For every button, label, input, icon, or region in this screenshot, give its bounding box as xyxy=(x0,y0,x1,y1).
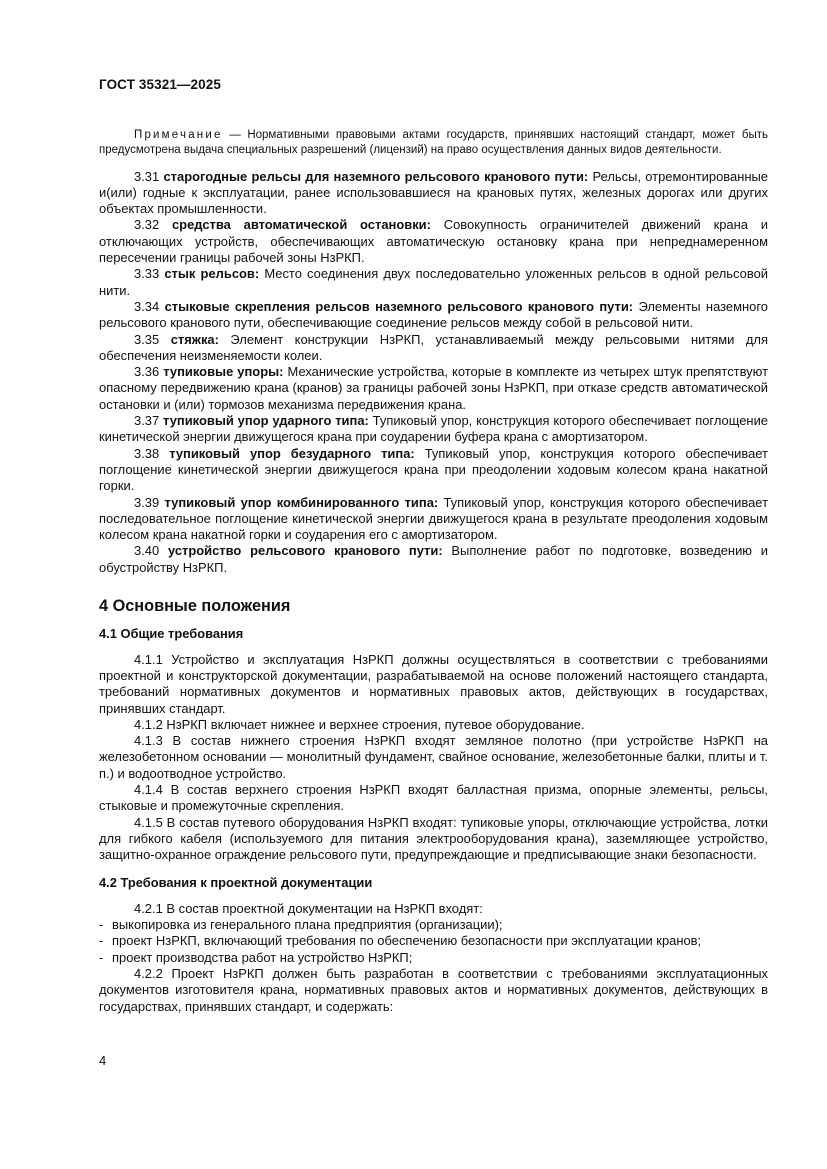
note xyxy=(99,128,768,158)
term-name: старогодные рельсы для наземного рельсового кранового пути: xyxy=(163,168,589,184)
dash-marker: - xyxy=(99,917,104,933)
term-3-34 xyxy=(99,299,768,332)
term-number: 3.33 xyxy=(134,266,160,282)
term-number: 3.37 xyxy=(134,413,160,429)
page-content xyxy=(99,128,768,1015)
term-name: стык рельсов: xyxy=(164,266,260,282)
term-number: 3.35 xyxy=(134,331,160,347)
term-definition: Тупиковый упор, конструкция которого обеспечивает поглощение кинетической энергии движущегося крана при соударении буфера крана с амортизатором. xyxy=(99,413,768,445)
list-item xyxy=(99,933,768,949)
term-number: 3.32 xyxy=(134,217,160,233)
list-item-text: проект НзРКП, включающий требования по обеспечению безопасности при эксплуатации кранов; xyxy=(112,933,702,949)
paragraph-4-1-2: 4.1.2 НзРКП включает нижнее и верхнее строения, путевое оборудование. xyxy=(134,716,585,732)
paragraph-4-1-5: 4.1.5 В состав путевого оборудования НзРКП входят: тупиковые упоры, отключающие устройства, лотки для гибкого кабеля (используемого для питания электрооборудования крана), заземляющее устройство, защитно-охранное ограждение рельсового пути, предупреждающие и предписывающие знаки безопасности. xyxy=(99,814,768,863)
term-3-40 xyxy=(99,543,768,576)
term-name: тупиковый упор безударного типа: xyxy=(169,445,415,461)
term-name: стяжка: xyxy=(170,331,219,347)
term-name: стыковые скрепления рельсов наземного рельсового кранового пути: xyxy=(164,298,634,314)
paragraph-4-2-2: 4.2.2 Проект НзРКП должен быть разработан в соответствии с требованиями эксплуатационных документов изготовителя крана, нормативных правовых актов и нормативных документов, действующих в государствах, принявших стандарт, и содержать: xyxy=(99,965,768,1014)
dash-marker: - xyxy=(99,949,104,965)
page-number: 4 xyxy=(99,1053,107,1068)
subsection-4-1-heading: 4.1 Общие требования xyxy=(99,626,244,642)
term-3-39 xyxy=(99,495,768,544)
term-definition: Тупиковый упор, конструкция которого обеспечивает поглощение кинетической энергии движущегося крана при преодолении ходовым колесом крана накатной горки. xyxy=(99,445,768,494)
term-number: 3.36 xyxy=(134,364,160,380)
term-name: тупиковые упоры: xyxy=(163,364,284,380)
term-definition: Механические устройства, которые в комплекте из четырех штук препятствуют опасному передвижению крана (кранов) за границы рабочей зоны НзРКП, при отказе средств автоматической остановки и (или) тормозов механизма передвижения крана. xyxy=(99,364,768,412)
term-definition: Элементы наземного рельсового кранового пути, обеспечивающие соединение рельсов между собой в рельсовой нити. xyxy=(99,298,768,331)
term-definition: Место соединения двух последовательно уложенных рельсов в одной рельсовой нити. xyxy=(99,266,768,298)
document-header: ГОСТ 35321—2025 xyxy=(99,77,221,92)
note-text: — Нормативными правовыми актами государств, принявших настоящий стандарт, может быть предусмотрена выдача специальных разрешений (лицензий) на право осуществления данных видов деятельности. xyxy=(99,129,768,156)
subsection-4-2-heading: 4.2 Требования к проектной документации xyxy=(99,875,373,891)
term-name: устройство рельсового кранового пути: xyxy=(167,543,443,559)
term-name: тупиковый упор ударного типа: xyxy=(163,413,369,429)
term-number: 3.40 xyxy=(134,543,160,559)
term-number: 3.38 xyxy=(134,445,160,461)
term-number: 3.34 xyxy=(134,298,160,314)
paragraph-4-1-4: 4.1.4 В состав верхнего строения НзРКП входят балластная призма, опорные элементы, рельсы, стыковые и промежуточные скрепления. xyxy=(99,781,768,814)
term-3-37 xyxy=(99,413,768,446)
paragraph-4-1-3: 4.1.3 В состав нижнего строения НзРКП входят земляное полотно (при устройстве НзРКП на железобетонном основании — монолитный фундамент, свайное основание, железобетонные балки, плиты и т. п.) и водоотводное устройство. xyxy=(99,733,768,781)
term-definition: Совокупность ограничителей движений крана и отключающих устройств, обеспечивающих автоматическую остановку крана при непреднамеренном пересечении границы рабочей зоны НзРКП. xyxy=(99,217,768,266)
term-3-33 xyxy=(99,266,768,299)
term-3-35 xyxy=(99,332,768,365)
dash-marker: - xyxy=(99,933,104,949)
term-3-38 xyxy=(99,446,768,495)
term-name: тупиковый упор комбинированного типа: xyxy=(164,494,439,510)
paragraph-4-2-1: 4.2.1 В состав проектной документации на НзРКП входят: xyxy=(134,900,483,916)
term-3-36 xyxy=(99,364,768,413)
list-item xyxy=(99,950,768,966)
paragraph-4-1-1: 4.1.1 Устройство и эксплуатация НзРКП должны осуществляться в соответствии с требованиями проектной и конструкторской документации, разрабатываемой на основе положений настоящего стандарта, требований нормативных документов и нормативных правовых актов, действующих в государствах, принявших стандарт. xyxy=(99,651,768,716)
term-number: 3.39 xyxy=(134,494,160,510)
term-definition: Рельсы, отремонтированные и(или) годные к эксплуатации, ранее использовавшиеся на крановых путях, железных дорогах или других объектах промышленности. xyxy=(99,168,768,217)
term-definition: Тупиковый упор, конструкция которого обеспечивает последовательное поглощение кинетической энергии движущегося крана в результате преодоления ходовым колесом крана накатной горки и соударения его с амортизатором. xyxy=(99,494,768,543)
term-name: средства автоматической остановки: xyxy=(171,217,431,233)
term-definition: Элемент конструкции НзРКП, устанавливаемый между рельсовыми нитями для обеспечения неизменяемости колеи. xyxy=(99,331,768,363)
list-item-text: выкопировка из генерального плана предприятия (организации); xyxy=(112,917,503,933)
list-item-text: проект производства работ на устройство НзРКП; xyxy=(112,949,413,965)
term-number: 3.31 xyxy=(134,168,160,184)
term-3-31 xyxy=(99,169,768,218)
section-4-heading: 4 Основные положения xyxy=(99,597,291,616)
term-definition: Выполнение работ по подготовке, возведению и обустройству НзРКП. xyxy=(99,543,768,575)
note-label: Примечание xyxy=(134,129,223,141)
list-item xyxy=(99,917,768,933)
term-3-32 xyxy=(99,217,768,266)
